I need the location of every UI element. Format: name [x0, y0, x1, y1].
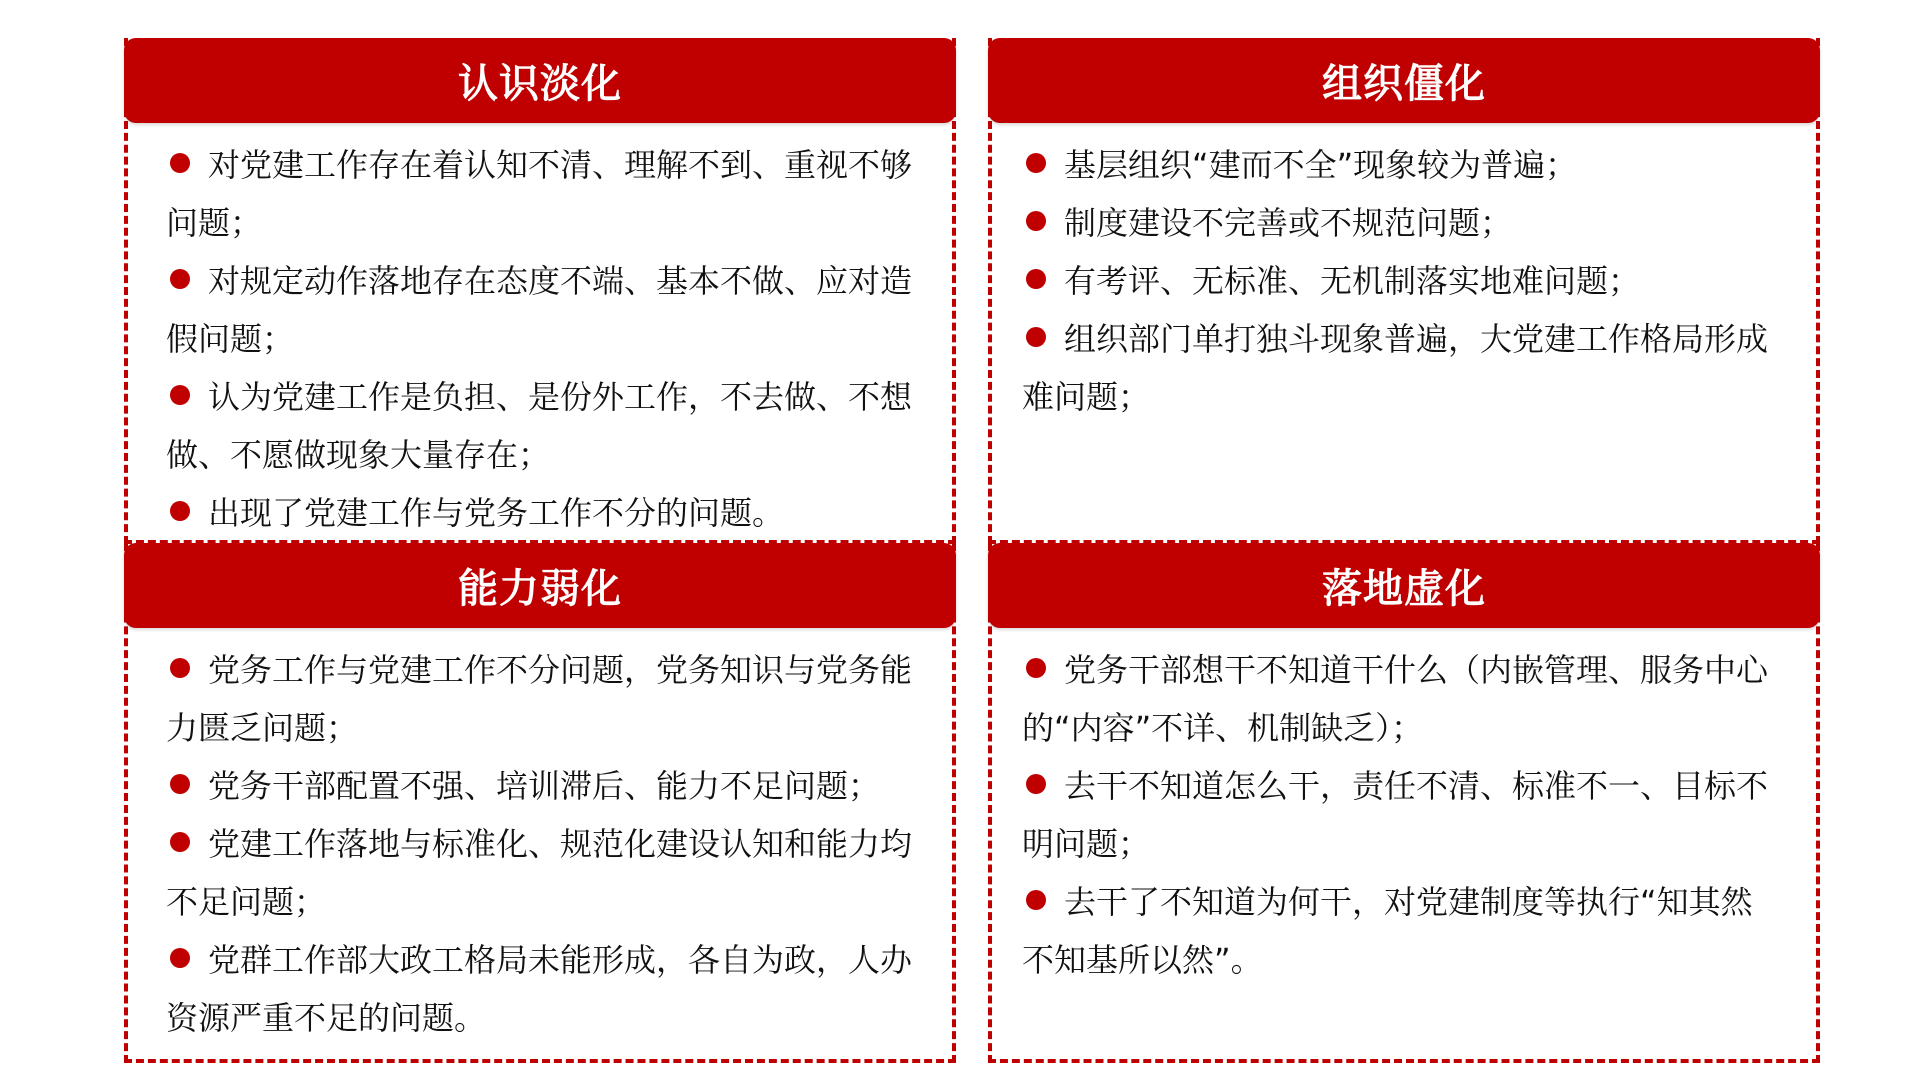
- bullet-dot-icon: [170, 774, 190, 794]
- list-item: [166, 252, 914, 368]
- list-item-text: 认为党建工作是负担、是份外工作，不去做、不想做、不愿做现象大量存在；: [166, 378, 913, 474]
- bullet-dot-icon: [1026, 658, 1046, 678]
- panel-implementation: [988, 543, 1820, 1063]
- bullet-dot-icon: [170, 948, 190, 968]
- panel-item-list: [166, 641, 914, 1047]
- panel-recognition: [124, 38, 956, 544]
- list-item-text: 党务工作与党建工作不分问题，党务知识与党务能力匮乏问题；: [166, 651, 913, 747]
- panel-title: 组织僵化: [988, 38, 1820, 123]
- list-item-text: 组织部门单打独斗现象普遍，大党建工作格局形成难问题；: [1022, 320, 1769, 416]
- bullet-dot-icon: [170, 832, 190, 852]
- list-item: [166, 815, 914, 931]
- bullet-dot-icon: [1026, 890, 1046, 910]
- panel-title: 认识淡化: [124, 38, 956, 123]
- list-item: [166, 136, 914, 252]
- list-item-text: 有考评、无标准、无机制落实地难问题；: [1064, 262, 1641, 300]
- list-item-text: 去干不知道怎么干，责任不清、标准不一、目标不明问题；: [1022, 767, 1769, 863]
- list-item: [1022, 310, 1776, 426]
- panel-title: 落地虚化: [988, 543, 1820, 628]
- panel-organization: [988, 38, 1820, 544]
- bullet-dot-icon: [170, 658, 190, 678]
- bullet-dot-icon: [1026, 327, 1046, 347]
- bullet-dot-icon: [170, 385, 190, 405]
- panel-capability: [124, 543, 956, 1063]
- list-item: [1022, 252, 1776, 310]
- list-item: [1022, 873, 1776, 989]
- list-item-text: 制度建设不完善或不规范问题；: [1064, 204, 1513, 242]
- list-item-text: 党务干部想干不知道干什么（内嵌管理、服务中心的“内容”不详、机制缺乏）；: [1022, 651, 1769, 747]
- list-item-text: 党群工作部大政工格局未能形成，各自为政，人办资源严重不足的问题。: [166, 941, 913, 1037]
- bullet-dot-icon: [1026, 153, 1046, 173]
- bullet-dot-icon: [1026, 211, 1046, 231]
- list-item: [166, 368, 914, 484]
- list-item-text: 对规定动作落地存在态度不端、基本不做、应对造假问题；: [166, 262, 913, 358]
- bullet-dot-icon: [170, 269, 190, 289]
- bullet-dot-icon: [1026, 774, 1046, 794]
- list-item: [1022, 136, 1776, 194]
- bullet-dot-icon: [1026, 269, 1046, 289]
- bullet-dot-icon: [170, 153, 190, 173]
- list-item: [166, 641, 914, 757]
- panel-item-list: [166, 136, 914, 542]
- list-item: [1022, 641, 1776, 757]
- list-item: [1022, 194, 1776, 252]
- list-item-text: 党建工作落地与标准化、规范化建设认知和能力均不足问题；: [166, 825, 913, 921]
- list-item-text: 党务干部配置不强、培训滞后、能力不足问题；: [208, 767, 881, 805]
- panel-item-list: [1022, 136, 1776, 426]
- panel-title: 能力弱化: [124, 543, 956, 628]
- panel-item-list: [1022, 641, 1776, 989]
- list-item: [166, 484, 914, 542]
- list-item-text: 对党建工作存在着认知不清、理解不到、重视不够问题；: [166, 146, 913, 242]
- bullet-dot-icon: [170, 501, 190, 521]
- list-item: [1022, 757, 1776, 873]
- list-item: [166, 931, 914, 1047]
- list-item-text: 出现了党建工作与党务工作不分的问题。: [208, 494, 785, 532]
- list-item-text: 基层组织“建而不全”现象较为普遍；: [1064, 146, 1578, 184]
- list-item-text: 去干了不知道为何干，对党建制度等执行“知其然不知基所以然”。: [1022, 883, 1753, 979]
- list-item: [166, 757, 914, 815]
